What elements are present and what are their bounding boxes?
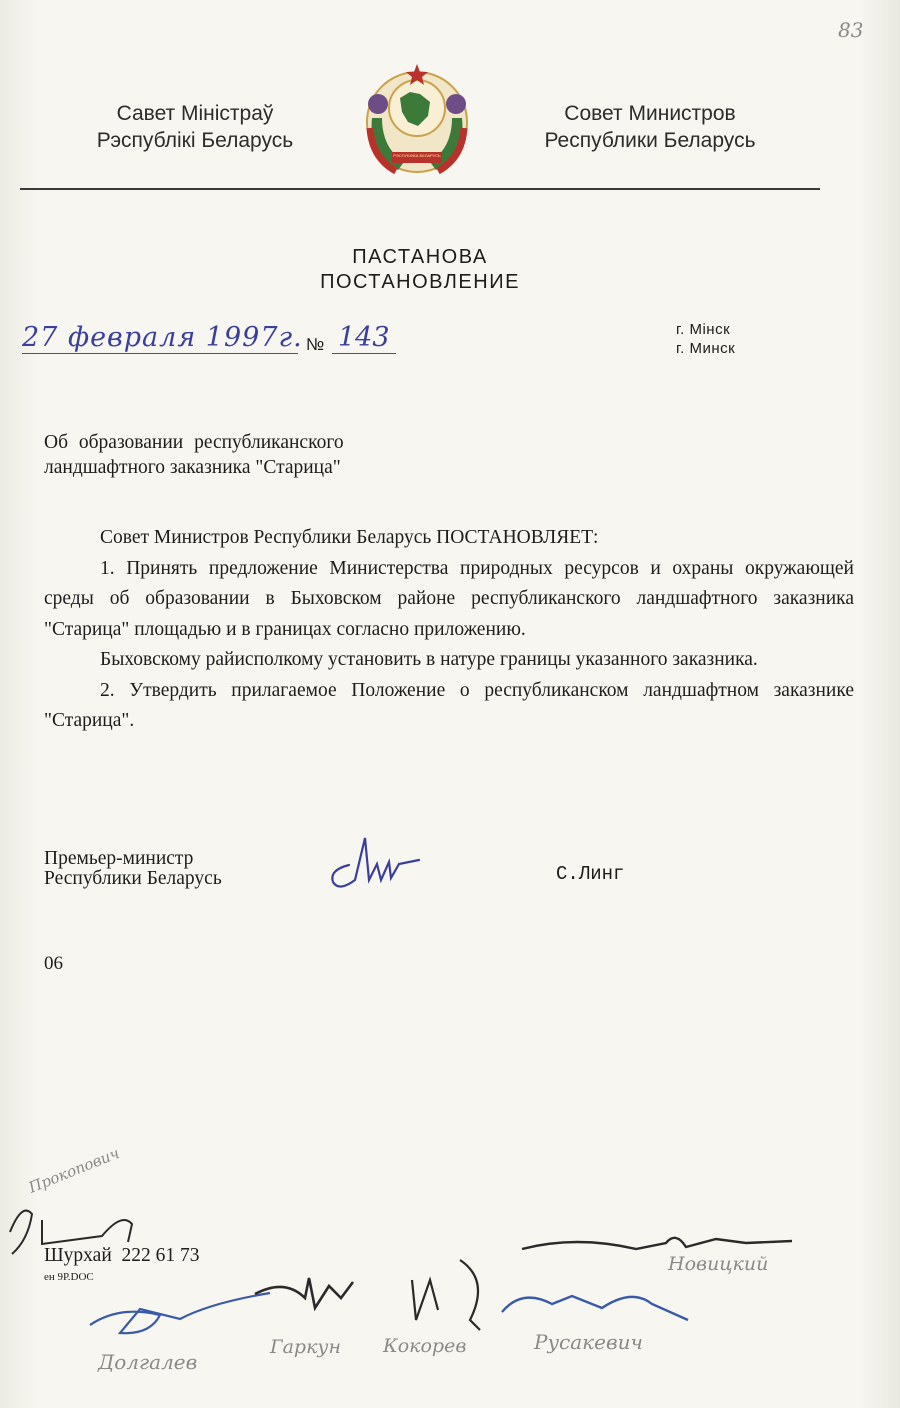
city-block: [676, 320, 735, 358]
city-belarusian: г. Мінск: [676, 321, 731, 338]
doc-type-belarusian: ПАСТАНОВА: [352, 246, 488, 268]
approval-name-1: Прокопович: [26, 1143, 122, 1197]
number-sign: №: [306, 335, 325, 354]
approval-name-3: Долгалев: [98, 1350, 198, 1374]
paragraph-2: Быховскому райисполкому установить в натуре границы указанного заказника.: [100, 649, 758, 670]
subject-title: [44, 430, 344, 480]
page-number: 83: [838, 18, 864, 42]
approval-name-4: Гаркун: [270, 1336, 341, 1358]
file-name: ен 9Р.DOC: [44, 1271, 94, 1283]
approval-name-6: Русакевич: [534, 1330, 643, 1354]
subject-line1: Об образовании республиканского: [44, 432, 344, 453]
approval-signature-6: [492, 1268, 692, 1328]
number-underline: [332, 353, 396, 354]
date-underline: [22, 353, 298, 354]
header-divider: [20, 188, 820, 190]
intro-paragraph: Совет Министров Республики Беларусь ПОСТАНОВЛЯЕТ:: [100, 527, 599, 548]
approval-name-2: Новицкий: [668, 1253, 769, 1275]
signer-title-line1: Премьер-министр: [44, 848, 194, 869]
document-body: [44, 523, 854, 737]
signer-name: С.Линг: [556, 863, 625, 885]
signer-title-line2: Республики Беларусь: [44, 868, 222, 889]
executor-contact: Шурхай 222 61 73: [44, 1245, 200, 1266]
header-belarusian: [40, 100, 350, 154]
header-right-line2: Республики Беларусь: [544, 129, 756, 152]
approval-name-5: Кокорев: [383, 1335, 467, 1357]
header-right-line1: Совет Министров: [564, 102, 736, 125]
doc-type-russian: ПОСТАНОВЛЕНИЕ: [320, 271, 520, 293]
subject-line2: ландшафтного заказника "Старица": [44, 457, 341, 478]
emblem-ribbon-text: РЭСПУБЛІКА БЕЛАРУСЬ: [393, 153, 441, 158]
header-left-line1: Савет Міністраў: [116, 102, 274, 125]
document-type: [250, 245, 590, 295]
code-06: 06: [44, 953, 63, 974]
paragraph-1: 1. Принять предложение Министерства природных ресурсов и охраны окружающей среды об образовании в Быховском районе республиканского ландшафтного заказника "Старица" площадью и в границах согласно приложению.: [44, 557, 854, 640]
state-emblem: [358, 58, 476, 176]
approval-signature-5: [400, 1240, 500, 1340]
signer-title: [44, 849, 222, 889]
handwritten-number: 143: [338, 322, 390, 353]
handwritten-date: 27 февраля 1997г.: [22, 322, 303, 353]
paragraph-3: 2. Утвердить прилагаемое Положение о республиканском ландшафтном заказнике "Старица".: [44, 679, 854, 731]
header-russian: [505, 100, 795, 154]
city-russian: г. Минск: [676, 340, 736, 357]
prime-minister-signature: [325, 820, 425, 900]
approval-signature-1: [2, 1192, 152, 1262]
header-left-line2: Рэспублікі Беларусь: [96, 129, 294, 152]
approval-signature-4: [245, 1268, 365, 1324]
